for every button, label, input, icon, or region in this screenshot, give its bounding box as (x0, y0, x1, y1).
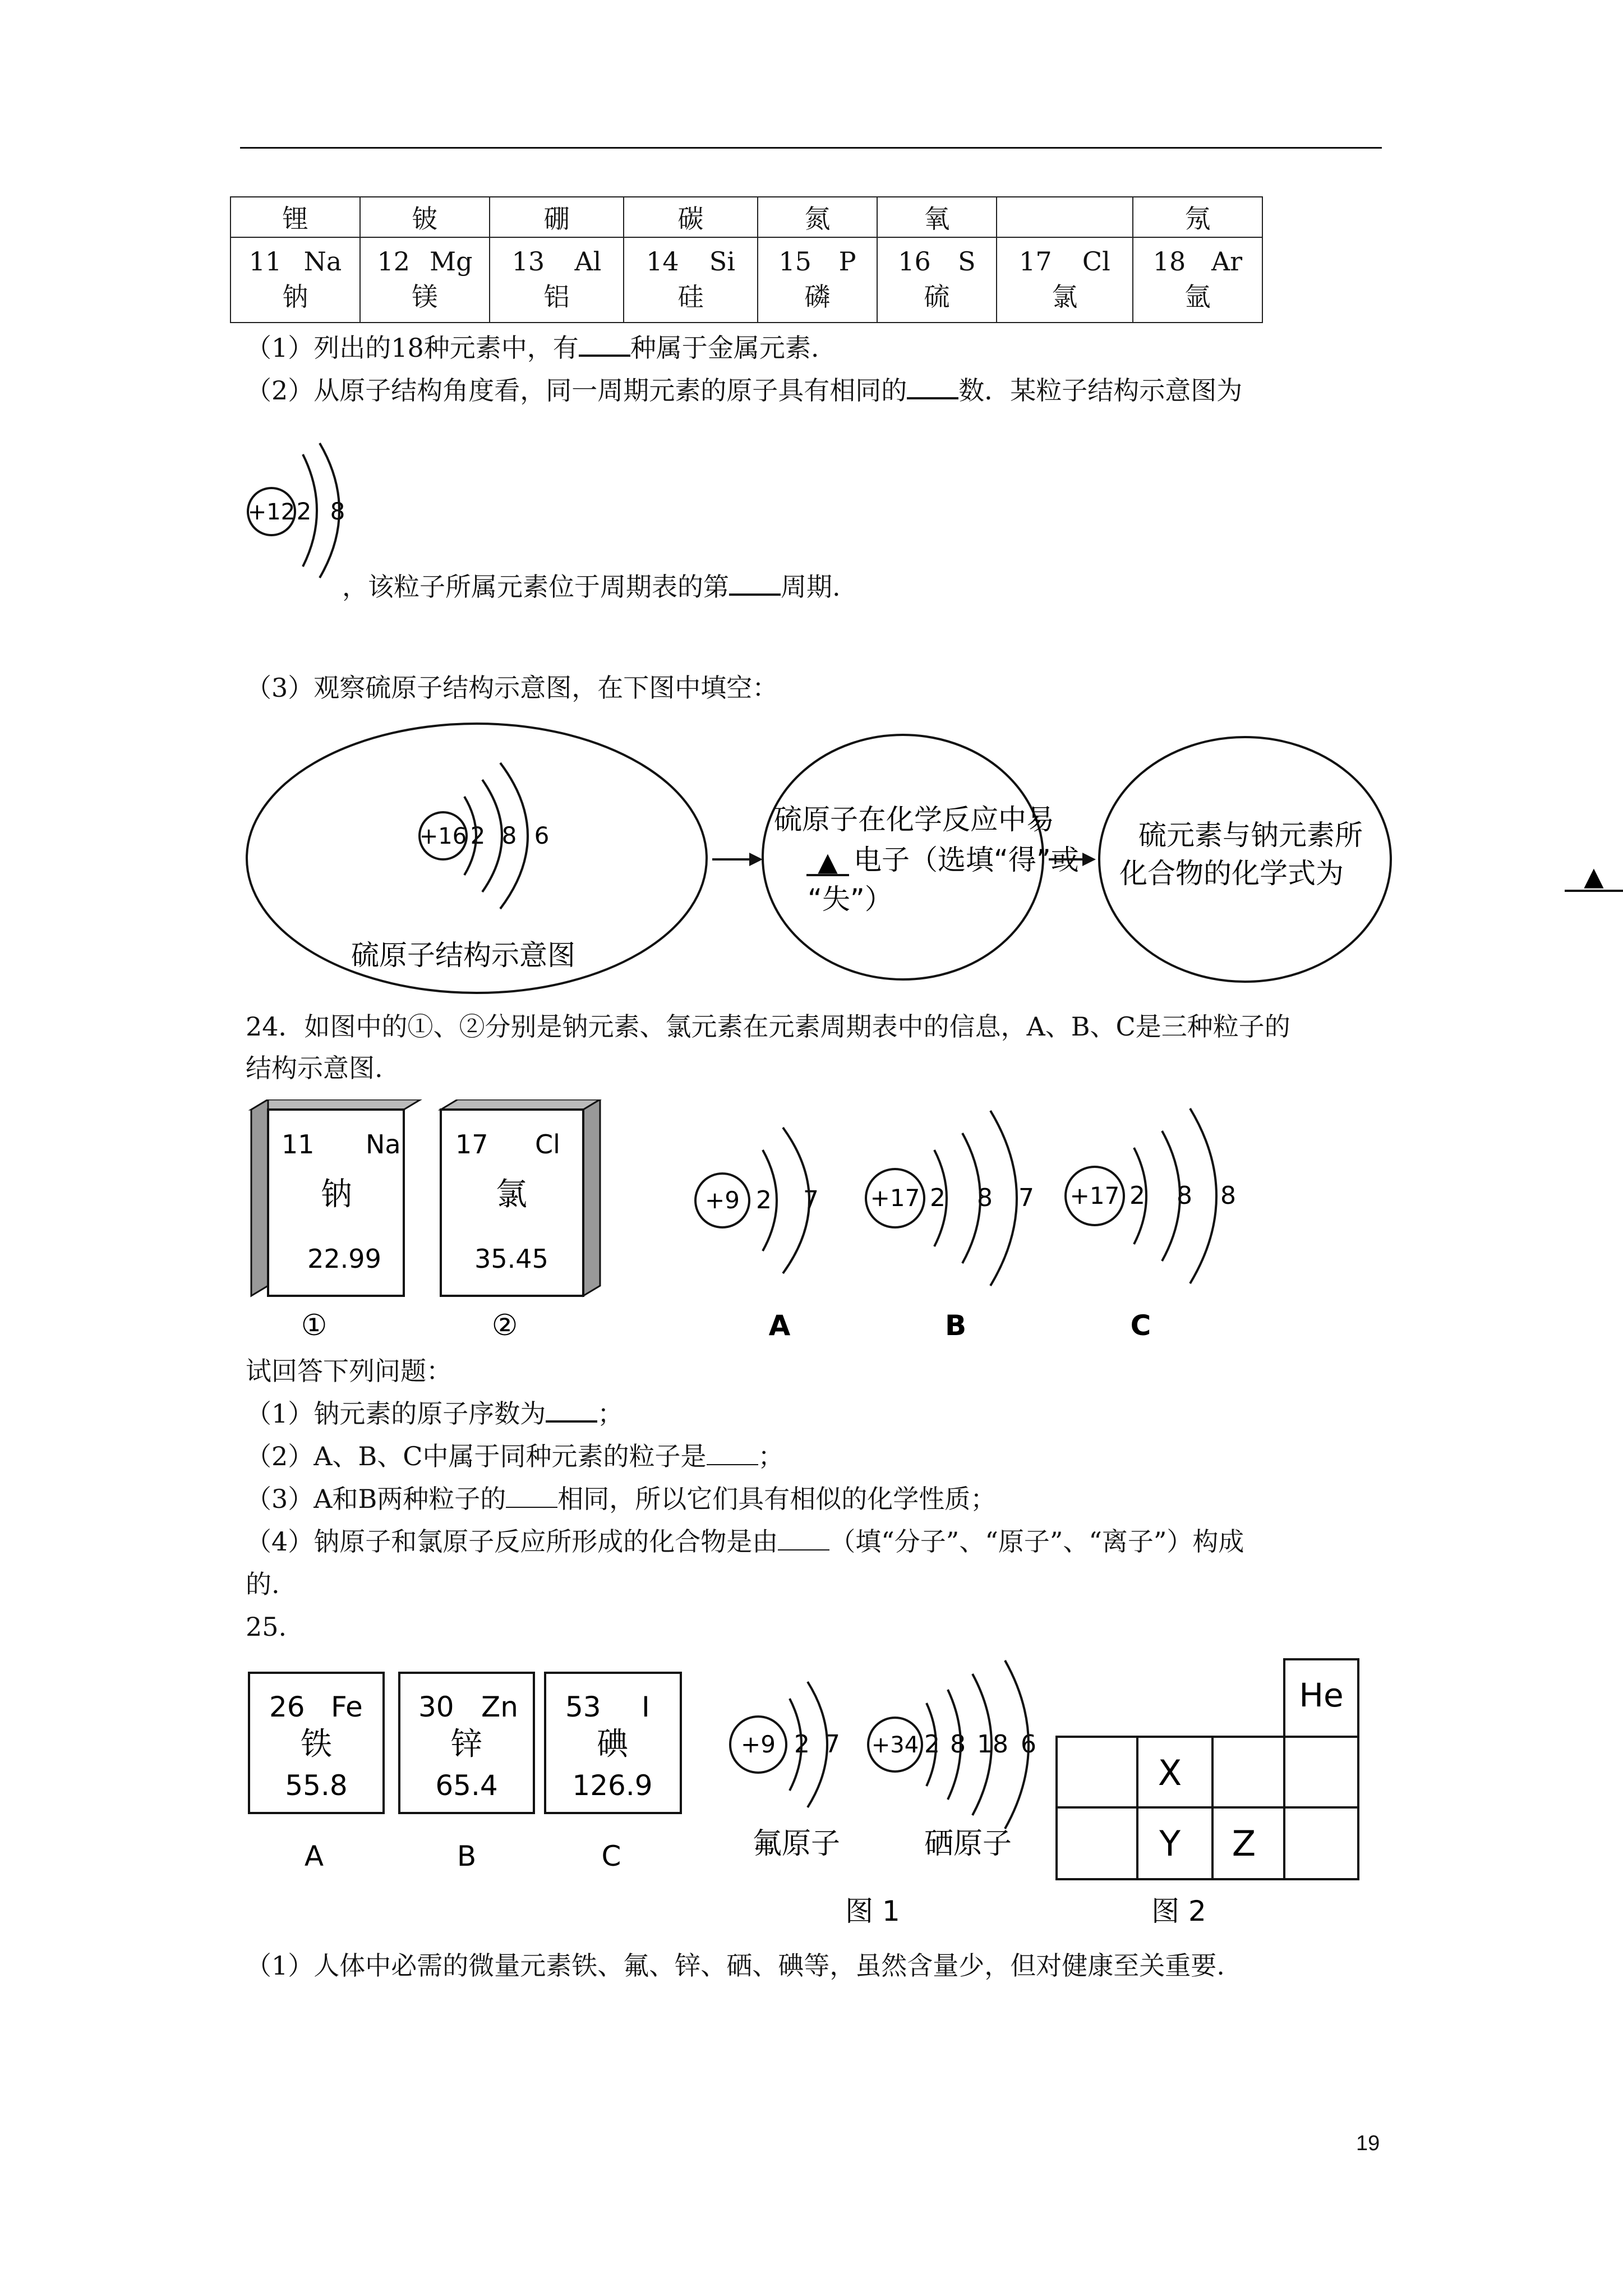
svg-text:Zn: Zn (481, 1691, 518, 1723)
svg-text:化合物的化学式为: 化合物的化学式为 (1119, 857, 1344, 890)
element-name: 碳 (624, 197, 758, 237)
answer-blank[interactable] (707, 1442, 758, 1465)
atom-c (1066, 1108, 1236, 1342)
svg-text:A: A (304, 1840, 324, 1872)
svg-text:22.99: 22.99 (307, 1244, 381, 1274)
q25-figure-2 (1054, 1655, 1368, 1935)
svg-text:8: 8 (1220, 1181, 1236, 1210)
element-name (997, 197, 1133, 237)
svg-text:65.4: 65.4 (435, 1769, 498, 1802)
svg-text:+9: +9 (741, 1731, 776, 1758)
q25-number: 25. (246, 1612, 287, 1642)
svg-text:硒原子: 硒原子 (924, 1827, 1012, 1861)
element-name: 氧 (877, 197, 997, 237)
svg-text:8: 8 (501, 822, 517, 849)
svg-text:电子（选填“得”或: 电子（选填“得”或 (854, 844, 1079, 876)
q24-element-cards (241, 1099, 611, 1346)
svg-text:2: 2 (924, 1730, 940, 1759)
answer-blank[interactable] (778, 1527, 829, 1550)
svg-text:B: B (457, 1840, 477, 1872)
card-zinc (399, 1673, 534, 1872)
card-chlorine (441, 1099, 600, 1342)
svg-text:X: X (1158, 1752, 1182, 1793)
selenium-atom (868, 1660, 1036, 1861)
svg-text:7: 7 (1018, 1184, 1034, 1212)
svg-text:+34: +34 (871, 1732, 919, 1758)
answer-blank[interactable] (546, 1398, 597, 1423)
svg-text:+12: +12 (247, 499, 296, 525)
q25-question-1: （1）人体中必需的微量元素铁、氟、锌、硒、碘等，虽然含量少，但对健康至关重要. (246, 1950, 1225, 1981)
svg-text:硫原子结构示意图: 硫原子结构示意图 (351, 939, 575, 972)
svg-text:17: 17 (455, 1129, 488, 1159)
svg-text:Na: Na (366, 1129, 401, 1159)
svg-text:7: 7 (803, 1186, 819, 1214)
element-name: 硼 (490, 197, 624, 237)
q24-questions: 试回答下列问题： （1）钠元素的原子序数为 ； （2）A、B、C中属于同种元素的粒子是 ； （3）A和B两种粒子的 相同，所以它们具有相似的化学性质； （4）钠原子和氯原子反应所形成的化合物是由 （填“分子”、“原子”、“离子”）构成 的. 25. (246, 1350, 1244, 1648)
svg-text:+17: +17 (1069, 1182, 1120, 1209)
svg-text:8: 8 (950, 1730, 966, 1759)
svg-text:图 2: 图 2 (1151, 1895, 1206, 1927)
svg-text:硫原子在化学反应中易: 硫原子在化学反应中易 (774, 803, 1054, 836)
svg-text:+16: +16 (419, 823, 467, 849)
svg-text:②: ② (491, 1309, 518, 1342)
svg-text:①: ① (301, 1309, 328, 1342)
atom-a (695, 1128, 819, 1342)
svg-text:2: 2 (930, 1184, 946, 1212)
element-cell: 11 Na 钠 (230, 237, 360, 323)
q25-figure-1 (247, 1655, 1054, 1935)
element-cell: 17 Cl 氯 (997, 237, 1133, 323)
element-cell: 16 S 硫 (877, 237, 997, 323)
svg-text:A: A (768, 1309, 791, 1342)
svg-text:Y: Y (1159, 1823, 1181, 1864)
answer-blank[interactable] (907, 375, 958, 399)
svg-text:C: C (1130, 1309, 1151, 1342)
element-cell: 18 Ar 氩 (1133, 237, 1262, 323)
svg-text:53: 53 (565, 1691, 601, 1723)
q23-part2: （2）从原子结构角度看，同一周期元素的原子具有相同的 数．某粒子结构示意图为 (246, 375, 1243, 406)
q23-part2-cont: ，该粒子所属元素位于周期表的第 周期. (342, 572, 841, 602)
svg-text:图 1: 图 1 (845, 1895, 900, 1927)
header-rule (240, 147, 1382, 149)
element-table (230, 196, 1263, 323)
svg-text:35.45: 35.45 (474, 1244, 548, 1274)
page-number: 19 (1356, 2132, 1380, 2155)
element-name: 锂 (230, 197, 360, 237)
svg-text:氯: 氯 (496, 1176, 527, 1213)
svg-text:8: 8 (977, 1184, 993, 1212)
svg-text:6: 6 (1021, 1730, 1036, 1759)
q23-part3: （3）观察硫原子结构示意图，在下图中填空： (246, 673, 778, 703)
svg-text:锌: 锌 (451, 1726, 482, 1763)
svg-text:B: B (944, 1309, 967, 1342)
answer-blank[interactable] (579, 332, 630, 357)
svg-text:氟原子: 氟原子 (752, 1827, 841, 1861)
sulfur-flow-diagram (241, 712, 1623, 1004)
svg-text:2: 2 (296, 498, 312, 525)
element-cell: 15 P 磷 (758, 237, 877, 323)
element-cell: 14 Si 硅 (624, 237, 758, 323)
svg-text:55.8: 55.8 (285, 1769, 348, 1802)
svg-text:2: 2 (756, 1186, 772, 1214)
svg-text:Cl: Cl (535, 1129, 560, 1159)
svg-text:8: 8 (1177, 1181, 1192, 1210)
svg-text:硫元素与钠元素所: 硫元素与钠元素所 (1138, 819, 1363, 852)
svg-text:7: 7 (824, 1730, 840, 1759)
svg-text:C: C (601, 1840, 621, 1872)
q24-atom-diagrams (673, 1099, 1290, 1346)
svg-text:铁: 铁 (301, 1726, 332, 1763)
svg-text:Fe: Fe (331, 1691, 363, 1723)
svg-text:钠: 钠 (321, 1176, 352, 1213)
svg-text:2: 2 (794, 1730, 810, 1759)
card-iron (249, 1673, 384, 1872)
mg-ion-diagram (241, 426, 365, 595)
svg-text:18: 18 (977, 1730, 1008, 1759)
svg-text:▲: ▲ (1584, 861, 1604, 891)
svg-text:Z: Z (1232, 1823, 1256, 1864)
svg-text:+17: +17 (870, 1184, 920, 1212)
svg-text:126.9: 126.9 (572, 1769, 653, 1802)
svg-text:2: 2 (1129, 1181, 1145, 1210)
svg-text:6: 6 (534, 822, 550, 849)
element-name: 氖 (1133, 197, 1262, 237)
svg-text:30: 30 (418, 1691, 454, 1723)
element-name: 铍 (360, 197, 490, 237)
fluorine-atom (730, 1682, 840, 1861)
q23-part1: （1）列出的18种元素中，有 种属于金属元素. (246, 333, 819, 363)
svg-text:26: 26 (269, 1691, 305, 1723)
card-iodine (545, 1673, 681, 1872)
svg-text:2: 2 (470, 822, 486, 849)
element-name: 氮 (758, 197, 877, 237)
svg-text:8: 8 (330, 498, 345, 525)
svg-text:▲: ▲ (818, 846, 838, 877)
element-cell: 13 Al 铝 (490, 237, 624, 323)
svg-text:+9: +9 (705, 1186, 740, 1214)
card-sodium (251, 1099, 421, 1342)
svg-text:I: I (642, 1691, 650, 1723)
atom-b (866, 1111, 1034, 1342)
answer-blank[interactable] (506, 1484, 557, 1508)
q24-intro: 24．如图中的①、②分别是钠元素、氯元素在元素周期表中的信息，A、B、C是三种粒子的 结构示意图. (246, 1011, 1290, 1083)
answer-blank[interactable] (729, 571, 781, 596)
svg-text:He: He (1299, 1676, 1344, 1714)
svg-text:碘: 碘 (597, 1726, 628, 1763)
svg-text:“失”）: “失”） (808, 883, 893, 915)
element-cell: 12 Mg 镁 (360, 237, 490, 323)
svg-text:11: 11 (282, 1129, 315, 1159)
element-row (230, 237, 1262, 323)
